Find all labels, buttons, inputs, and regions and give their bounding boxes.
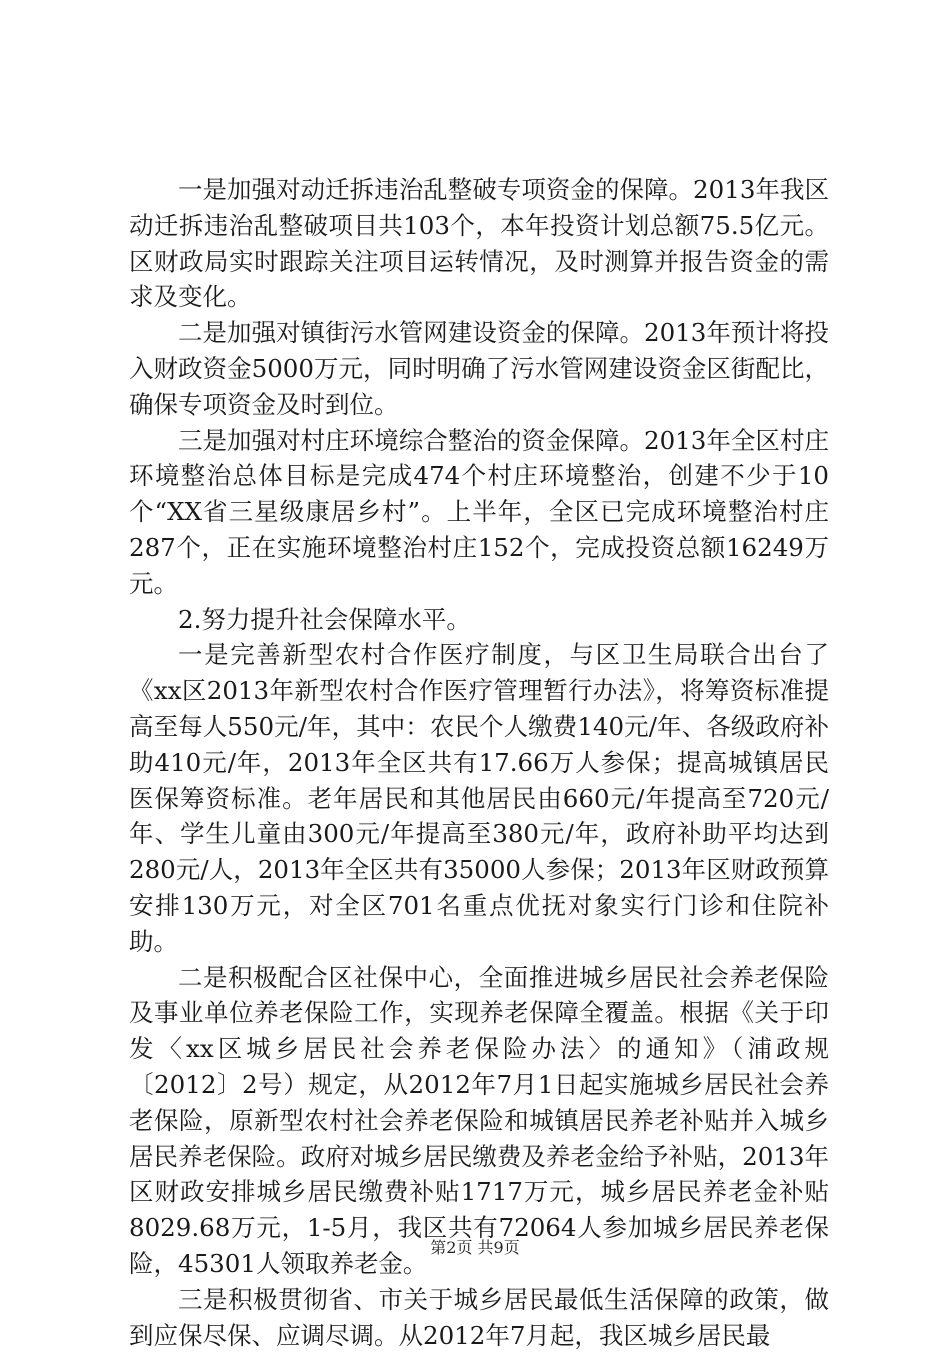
paragraph-4: 一是完善新型农村合作医疗制度，与区卫生局联合出台了《xx区2013年新型农村合作医疗管理暂行办法》，将筹资标准提高至每人550元/年，其中：农民个人缴费140元/年、各级政府补助410元/年，2013年全区共有17.66万人参保；提高城镇居民医保筹资标准。老年居民和其他居民由660元/年提高至720元/年、学生儿童由300元/年提高至380元/年，政府补助平均达到280元/人，2013年全区共有35000人参保；2013年区财政预算安排130万元，对全区701名重点优抚对象实行门诊和住院补助。: [129, 640, 829, 956]
document-body: [129, 172, 829, 1353]
paragraph-5: 二是积极配合区社保中心，全面推进城乡居民社会养老保险及事业单位养老保险工作，实现养老保障全覆盖。根据《关于印发〈xx区城乡居民社会养老保险办法〉的通知》（浦政规〔2012〕2号）规定，从2012年7月1日起实施城乡居民社会养老保险，原新型农村社会养老保险和城镇居民养老补贴并入城乡居民养老保险。政府对城乡居民缴费及养老金给予补贴，2013年区财政安排城乡居民缴费补贴1717万元，城乡居民养老金补贴8029.68万元，1-5月，我区共有72064人参加城乡居民养老保险，45301人领取养老金。: [129, 962, 829, 1278]
page-footer: [0, 1238, 950, 1258]
paragraph-1: 一是加强对动迁拆违治乱整破专项资金的保障。2013年我区动迁拆违治乱整破项目共103个，本年投资计划总额75.5亿元。区财政局实时跟踪关注项目运转情况，及时测算并报告资金的需求及变化。: [129, 175, 829, 312]
paragraph-3: 三是加强对村庄环境综合整治的资金保障。2013年全区村庄环境整治总体目标是完成474个村庄环境整治，创建不少于10个“XX省三星级康居乡村”。上半年，全区已完成环境整治村庄287个，正在实施环境整治村庄152个，完成投资总额16249万元。: [129, 425, 829, 598]
paragraph-6: 三是积极贯彻省、市关于城乡居民最低生活保障的政策，做到应保尽保、应调尽调。从2012年7月起，我区城乡居民最: [129, 1284, 829, 1350]
paragraph-2: 二是加强对镇街污水管网建设资金的保障。2013年预计将投入财政资金5000万元，同时明确了污水管网建设资金区街配比，确保专项资金及时到位。: [129, 318, 829, 419]
section-heading: 2.努力提升社会保障水平。: [178, 604, 471, 634]
page-number: 第2页 共9页: [430, 1238, 520, 1257]
